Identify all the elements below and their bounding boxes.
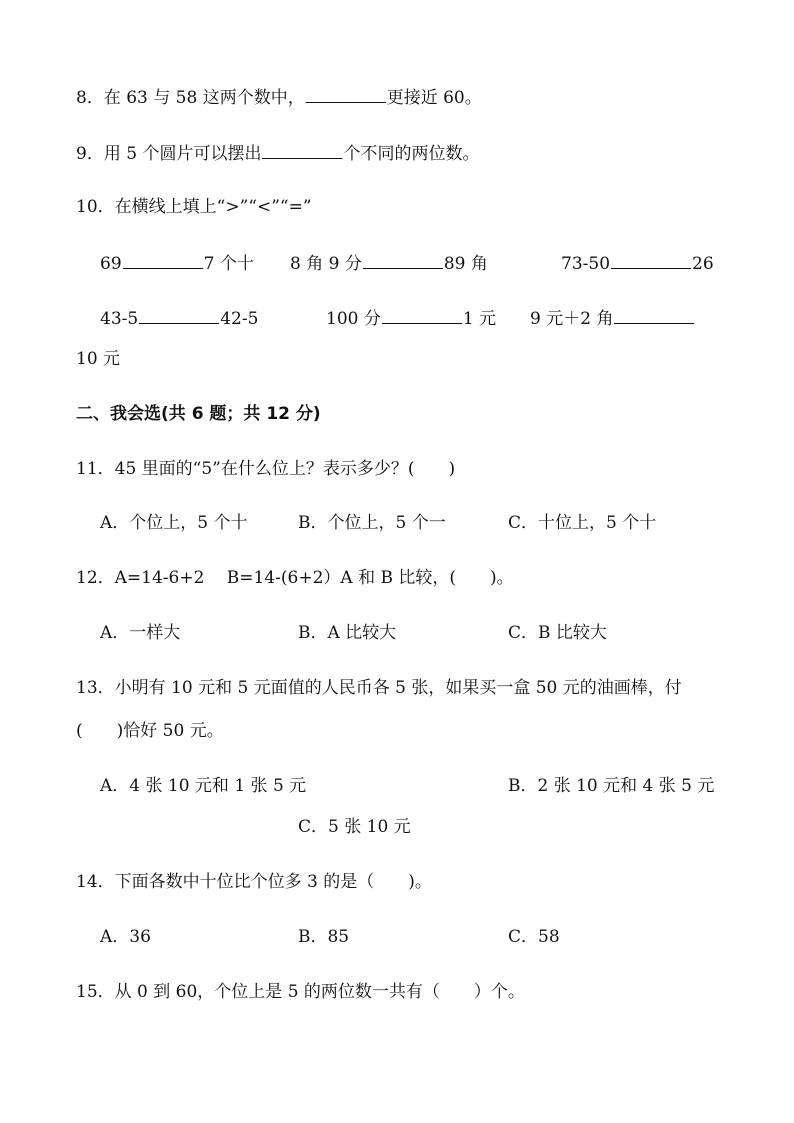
q11-option-a[interactable]: A．个位上，5 个十 bbox=[100, 513, 248, 533]
compare-blank[interactable] bbox=[611, 252, 691, 269]
q14-option-c[interactable]: C．58 bbox=[508, 927, 560, 947]
compare-right: 1 元 bbox=[462, 309, 497, 329]
compare-item-5 bbox=[326, 307, 496, 330]
compare-blank[interactable] bbox=[123, 252, 203, 269]
compare-left: 43-5 bbox=[100, 309, 139, 329]
question-15: 15．从 0 到 60，个位上是 5 的两位数一共有（ ）个。 bbox=[76, 982, 525, 1002]
q12-option-a[interactable]: A．一样大 bbox=[100, 623, 181, 643]
compare-item-6 bbox=[530, 307, 695, 330]
q14-option-a[interactable]: A．36 bbox=[100, 927, 151, 947]
question-13: 13．小明有 10 元和 5 元面值的人民币各 5 张，如果买一盒 50 元的油画棒，付 bbox=[76, 678, 682, 698]
compare-item-1 bbox=[100, 252, 254, 275]
compare-left: 69 bbox=[100, 254, 122, 274]
compare-left: 100 分 bbox=[326, 309, 381, 329]
compare-item-2 bbox=[290, 252, 488, 275]
compare-right: 7 个十 bbox=[203, 254, 254, 274]
q12-option-b[interactable]: B．A 比较大 bbox=[298, 623, 397, 643]
question-8-lead: 8．在 63 与 58 这两个数中， bbox=[76, 88, 305, 108]
compare-right: 89 角 bbox=[443, 254, 488, 274]
compare-blank[interactable] bbox=[139, 307, 219, 324]
compare-blank[interactable] bbox=[614, 307, 694, 324]
compare-left: 9 元＋2 角 bbox=[530, 309, 614, 329]
q13-option-c[interactable]: C．5 张 10 元 bbox=[298, 817, 411, 837]
compare-right: 26 bbox=[692, 254, 714, 274]
question-10: 10．在横线上填上“>”“<”“=” bbox=[76, 197, 312, 217]
answer-blank-8[interactable] bbox=[306, 86, 386, 103]
answer-blank-9[interactable] bbox=[262, 142, 342, 159]
question-9-tail: 个不同的两位数。 bbox=[343, 144, 480, 164]
question-11: 11．45 里面的“5”在什么位上？表示多少？( ) bbox=[76, 459, 456, 479]
question-9-lead: 9．用 5 个圆片可以摆出 bbox=[76, 144, 262, 164]
q13-option-b[interactable]: B．2 张 10 元和 4 张 5 元 bbox=[508, 776, 715, 796]
compare-item-4 bbox=[100, 307, 258, 330]
compare-item-6-wrap: 10 元 bbox=[76, 349, 121, 369]
section-2-title: 二、我会选(共 6 题；共 12 分) bbox=[76, 404, 321, 424]
compare-left: 73-50 bbox=[561, 254, 611, 274]
question-8 bbox=[76, 86, 482, 109]
question-14: 14．下面各数中十位比个位多 3 的是（ )。 bbox=[76, 872, 432, 892]
q12-option-c[interactable]: C．B 比较大 bbox=[508, 623, 607, 643]
q13-option-a[interactable]: A．4 张 10 元和 1 张 5 元 bbox=[100, 776, 307, 796]
q11-option-b[interactable]: B．个位上，5 个一 bbox=[298, 513, 446, 533]
q11-option-c[interactable]: C．十位上，5 个十 bbox=[508, 513, 657, 533]
compare-blank[interactable] bbox=[363, 252, 443, 269]
question-12: 12．A=14-6+2 B=14-(6+2）A 和 B 比较，( )。 bbox=[76, 568, 514, 588]
question-8-tail: 更接近 60。 bbox=[386, 88, 482, 108]
question-9 bbox=[76, 142, 479, 165]
q14-option-b[interactable]: B．85 bbox=[298, 927, 350, 947]
question-13-cont: ( )恰好 50 元。 bbox=[76, 721, 224, 741]
compare-item-3 bbox=[561, 252, 714, 275]
compare-right: 42-5 bbox=[220, 309, 259, 329]
compare-left: 8 角 9 分 bbox=[290, 254, 362, 274]
compare-blank[interactable] bbox=[382, 307, 462, 324]
